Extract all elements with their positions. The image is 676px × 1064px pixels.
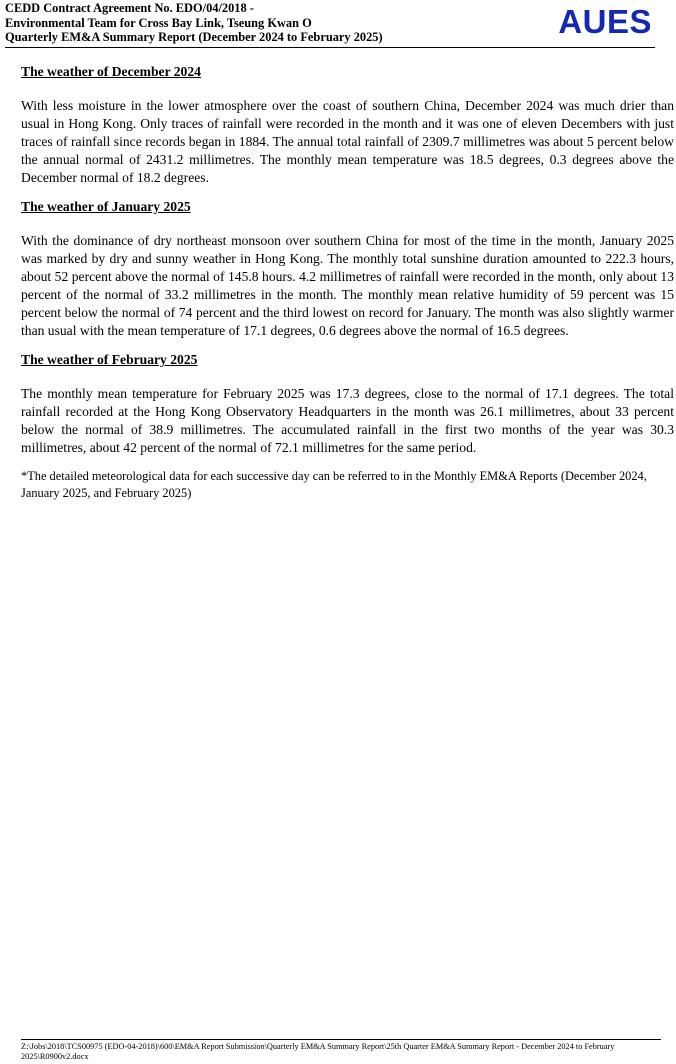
footnote: *The detailed meteorological data for each successive day can be referred to in the Monthly EM&A Reports (December 2024, January 2025, and February 2025): [21, 469, 647, 500]
aues-logo: AUES: [558, 3, 652, 40]
file-path-footer: Z:\Jobs\2018\TCS00975 (EDO-04-2018)\600\EM&A Report Submission\Quarterly EM&A Summary Report\25th Quarter EM&A Summary Report - December 2024 to February 2025\R0900v2.docx: [21, 1039, 661, 1063]
section-heading: The weather of December 2024: [21, 64, 201, 79]
section-heading: The weather of January 2025: [21, 199, 191, 214]
page-header: [5, 1, 655, 48]
section-paragraph: The monthly mean temperature for February 2025 was 17.3 degrees, close to the normal of 17.1 degrees. The total rainfall recorded at the Hong Kong Observatory Headquarters in the month was 26.1 millimetres, about 33 percent below the normal of 38.9 millimetres. The accumulated rainfall in the first two months of the year was 30.3 millimetres, about 42 percent of the normal of 72.1 millimetres for the same period.: [21, 386, 674, 455]
section-heading: The weather of February 2025: [21, 352, 198, 367]
section-january-2025: [21, 198, 674, 340]
report-title-line: Quarterly EM&A Summary Report (December 2024 to February 2025): [5, 30, 383, 45]
section-december-2024: [21, 63, 674, 187]
contract-line: CEDD Contract Agreement No. EDO/04/2018 -: [5, 1, 254, 15]
section-february-2025: [21, 351, 674, 457]
report-header-text: [5, 1, 383, 45]
section-paragraph: With less moisture in the lower atmosphere over the coast of southern China, December 2024 was much drier than usual in Hong Kong. Only traces of rainfall were recorded in the month and it was one of eleven Decembers with just traces of rainfall since records began in 1884. The annual total rainfall of 2309.7 millimetres was about 5 percent below the annual normal of 2431.2 millimetres. The monthly mean temperature was 18.5 degrees, 0.3 degrees above the December normal of 18.2 degrees.: [21, 98, 674, 185]
team-line: Environmental Team for Cross Bay Link, Tseung Kwan O: [5, 15, 312, 30]
section-paragraph: With the dominance of dry northeast monsoon over southern China for most of the time in the month, January 2025 was marked by dry and sunny weather in Hong Kong. The monthly total sunshine duration amounted to 222.3 hours, about 52 percent above the normal of 145.8 hours. 4.2 millimetres of rainfall were recorded in the month, only about 13 percent of the normal of 33.2 millimetres in the month. The monthly mean relative humidity of 59 percent was 15 percent below the normal of 74 percent and the third lowest on record for January. The month was also slightly warmer than usual with the mean temperature of 17.1 degrees, 0.6 degrees above the normal of 16.5 degrees.: [21, 233, 674, 338]
document-body: [21, 63, 674, 501]
